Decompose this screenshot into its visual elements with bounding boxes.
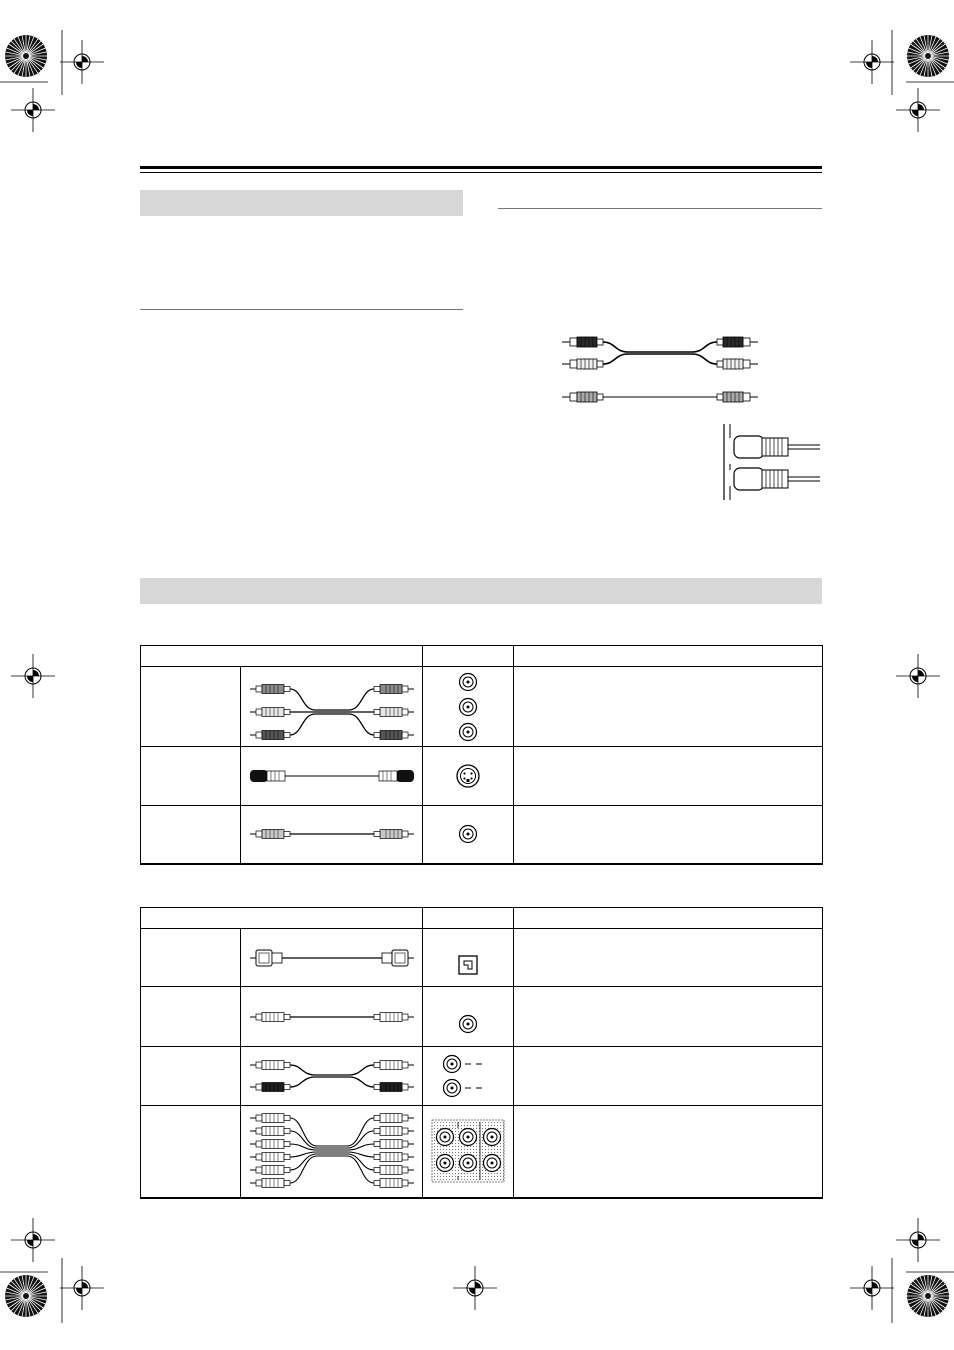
table-row [141,1047,823,1106]
table-row [141,667,823,747]
optical-digital-cable [241,929,423,987]
table-row [141,987,823,1047]
header-cell-jack [423,908,514,929]
header-cell-cable [141,908,423,929]
composite-video-cable [241,806,423,864]
multichannel-audio-cable [241,1106,423,1198]
section-band-upper-left [140,190,463,216]
row-label-cell [141,806,241,864]
plug-insertion-illustration [712,420,824,506]
table-header-row [141,646,823,667]
component-video-cable-icon [247,674,417,740]
jack-cell [423,929,514,987]
table-row [141,929,823,987]
description-cell [514,806,823,864]
composite-video-cable-icon [247,824,417,844]
header-rule-thick [140,166,822,169]
av-cable-illustration [560,330,760,410]
description-cell [514,1106,823,1198]
optical-jack-icon [457,954,479,976]
row-label-cell [141,929,241,987]
rca-jack-icon [455,823,481,845]
table-row [141,747,823,806]
rca-jack-pair-icon [438,1051,498,1101]
analog-audio-cable-icon [247,1055,417,1097]
component-video-cable [241,667,423,747]
row-label-cell [141,1106,241,1198]
description-cell [514,929,823,987]
coaxial-cable-icon [247,1007,417,1027]
subsection-rule-left [140,309,463,310]
optical-cable-icon [247,947,417,969]
description-cell [514,987,823,1047]
row-label-cell [141,1047,241,1106]
jack-cell [423,1047,514,1106]
video-cable-table [140,645,823,865]
subsection-rule-right [498,208,822,209]
description-cell [514,1047,823,1106]
jack-cell [423,987,514,1047]
jack-cell [423,667,514,747]
table-row [141,1106,823,1198]
jack-cell [423,806,514,864]
table-header-row [141,908,823,929]
header-cell-description [514,908,823,929]
jack-cell [423,747,514,806]
s-video-jack-icon [455,763,481,789]
audio-cable-table [140,907,823,1199]
section-band-cables [140,578,822,604]
rca-jack-icon [455,1013,481,1035]
description-cell [514,747,823,806]
s-video-cable-icon [247,766,417,786]
header-cell-cable [141,646,423,667]
description-cell [514,667,823,747]
s-video-cable [241,747,423,806]
multichannel-cable-icon [247,1110,417,1192]
header-cell-description [514,646,823,667]
multichannel-jack-panel-icon [430,1118,506,1184]
row-label-cell [141,987,241,1047]
row-label-cell [141,667,241,747]
analog-audio-cable [241,1047,423,1106]
coaxial-digital-cable [241,987,423,1047]
header-cell-jack [423,646,514,667]
rca-jack-icon [453,670,483,744]
table-row [141,806,823,864]
jack-cell [423,1106,514,1198]
header-rule-thin [140,172,822,173]
row-label-cell [141,747,241,806]
